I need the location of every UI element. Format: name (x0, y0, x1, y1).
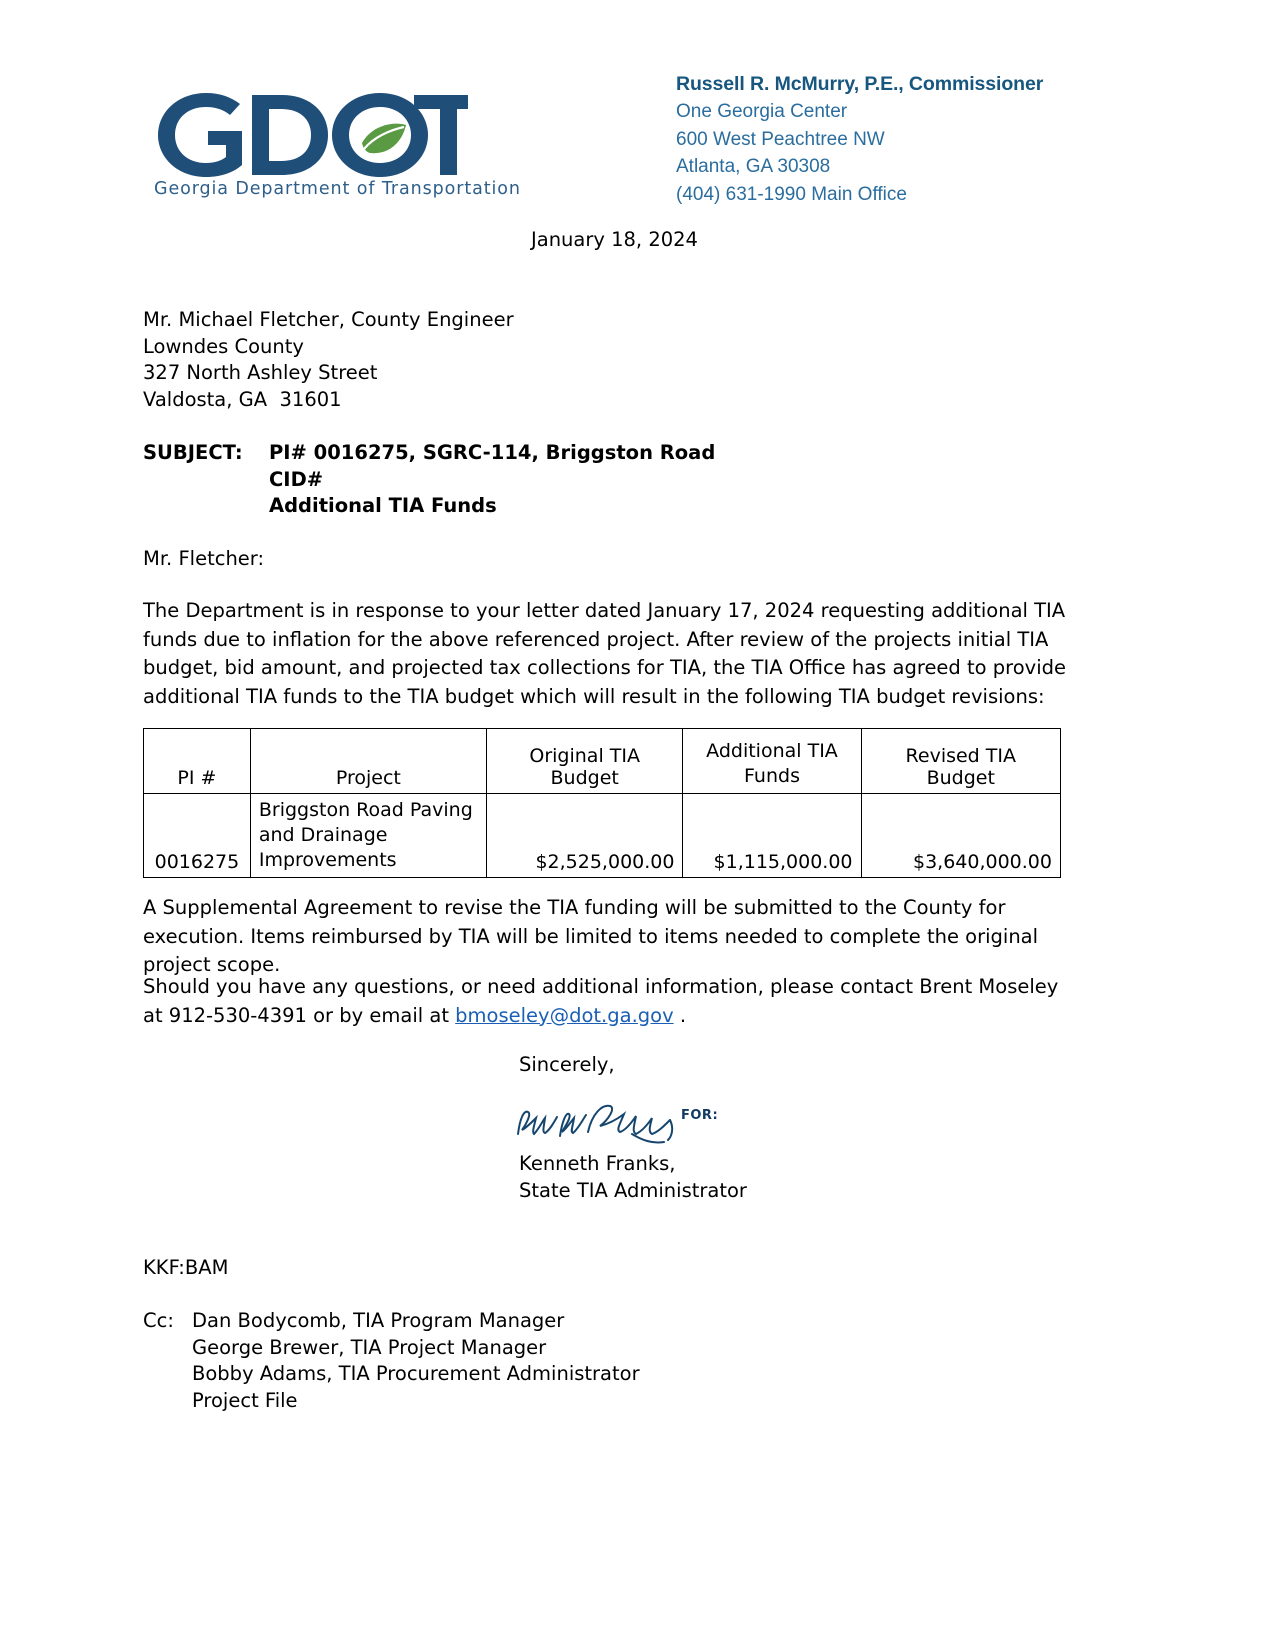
typist-initials: KKF:BAM (143, 1256, 229, 1279)
cc-label: Cc: (143, 1309, 174, 1332)
email-link[interactable]: bmoseley@dot.ga.gov (455, 1003, 674, 1027)
paragraph-3 (143, 973, 1073, 1030)
subject-first-row (143, 440, 715, 467)
sincerely-label: Sincerely, (519, 1053, 615, 1076)
salutation: Mr. Fletcher: (143, 547, 265, 570)
cc-item: Bobby Adams, TIA Procurement Administrator (192, 1362, 640, 1385)
cell-pi: 0016275 (144, 794, 251, 878)
gdot-logo-icon (148, 85, 468, 185)
signer-block (519, 1150, 747, 1204)
recipient-line-3: 327 North Ashley Street (143, 361, 378, 384)
letterhead (0, 70, 1275, 220)
cc-item: Project File (192, 1388, 298, 1412)
header-original-budget: Original TIA Budget (486, 729, 683, 794)
signature-for-note: FOR: (681, 1108, 719, 1123)
header-additional-funds: Additional TIA Funds (683, 729, 861, 794)
cc-item: Dan Bodycomb, TIA Program Manager (192, 1309, 565, 1332)
cell-project: Briggston Road Paving and Drainage Improvements (250, 794, 486, 878)
recipient-line-2: Lowndes County (143, 334, 304, 358)
recipient-address (143, 307, 514, 413)
commissioner-name: Russell R. McMurry, P.E., Commissioner (676, 73, 1044, 95)
subject-line-1: PI# 0016275, SGRC-114, Briggston Road (269, 441, 716, 464)
paragraph-3-text-before: Should you have any questions, or need additional information, please contact Brent Moseley at 912-530-4391 or by email at (143, 975, 1059, 1027)
subject-line-3: Additional TIA Funds (269, 494, 497, 517)
cc-block (143, 1308, 640, 1414)
signer-title: State TIA Administrator (519, 1179, 747, 1202)
subject-block (143, 440, 715, 520)
cc-list (192, 1308, 640, 1414)
recipient-line-1: Mr. Michael Fletcher, County Engineer (143, 308, 514, 331)
recipient-line-4: Valdosta, GA 31601 (143, 387, 342, 411)
subject-line-2: CID# (269, 467, 324, 491)
header-pi: PI # (144, 729, 251, 794)
cell-additional-funds: $1,115,000.00 (683, 794, 861, 878)
tia-budget-table (143, 728, 1061, 878)
address-line-2: 600 West Peachtree NW (676, 128, 885, 150)
agency-address-block (676, 70, 1043, 208)
address-line-3: Atlanta, GA 30308 (676, 156, 831, 178)
logo-tagline: Georgia Department of Transportation (154, 179, 521, 199)
table-header-row (144, 729, 1061, 794)
subject-label: SUBJECT: (143, 441, 243, 464)
header-revised-budget: Revised TIA Budget (861, 729, 1060, 794)
cell-revised-budget: $3,640,000.00 (861, 794, 1060, 878)
cc-item: George Brewer, TIA Project Manager (192, 1335, 547, 1359)
header-project: Project (250, 729, 486, 794)
letter-date: January 18, 2024 (531, 228, 698, 251)
gdot-logo (148, 85, 521, 205)
address-line-phone: (404) 631-1990 Main Office (676, 183, 907, 205)
cell-original-budget: $2,525,000.00 (486, 794, 683, 878)
paragraph-2: A Supplemental Agreement to revise the TIA funding will be submitted to the County for execution. Items reimbursed by TIA will be limited to items needed to complete the original project scope. (143, 896, 1039, 976)
signature-image (512, 1096, 752, 1156)
signer-name: Kenneth Franks, (519, 1152, 676, 1175)
table-row (144, 794, 1061, 878)
paragraph-1: The Department is in response to your letter dated January 17, 2024 requesting additional TIA funds due to inflation for the above referenced project. After review of the projects initial TIA budget, bid amount, and projected tax collections for TIA, the TIA Office has agreed to provide additional TIA funds to the TIA budget which will result in the following TIA budget revisions: (143, 599, 1067, 708)
address-line-1: One Georgia Center (676, 101, 848, 123)
paragraph-3-text-after: . (673, 1003, 687, 1027)
